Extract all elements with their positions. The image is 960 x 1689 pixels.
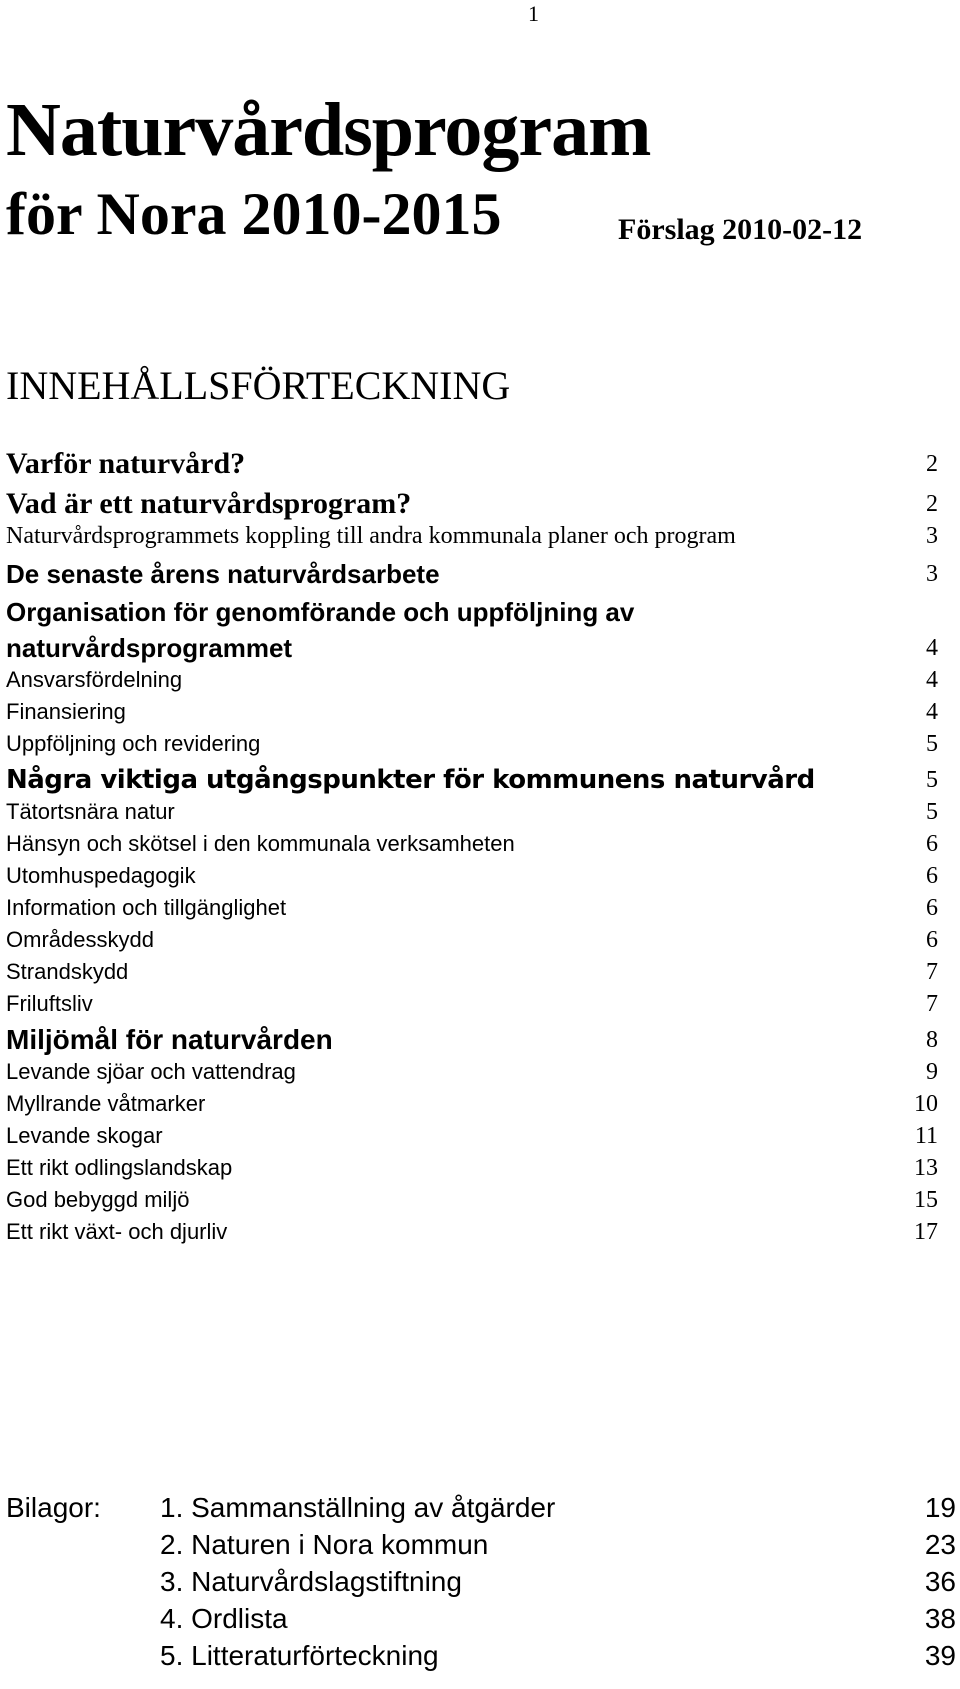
appendix-entry-page: 38 (924, 1603, 956, 1634)
toc-entry-title: Tätortsnära natur (6, 799, 175, 824)
toc-entry-page: 17 (914, 1219, 938, 1245)
toc-entry (6, 520, 938, 552)
toc-entry-title: Finansiering (6, 699, 126, 724)
toc-entry (6, 1120, 938, 1152)
appendix-entry-page: 36 (924, 1566, 956, 1597)
toc-entry (6, 1184, 938, 1216)
toc-entry (6, 488, 938, 520)
toc-entry-page: 4 (926, 699, 938, 725)
toc-entry-title: Vad är ett naturvårdsprogram? (6, 487, 412, 520)
toc-entry-page: 6 (926, 895, 938, 921)
toc-entry-title: Varför naturvård? (6, 447, 246, 480)
toc-entry-page: 3 (926, 561, 938, 587)
toc-entry-title: naturvårdsprogrammet (6, 633, 293, 663)
toc-entry-title: Levande sjöar och vattendrag (6, 1059, 296, 1084)
toc-entry-page: 9 (926, 1059, 938, 1085)
toc-entry (6, 796, 938, 828)
toc-entry-page: 2 (926, 451, 938, 477)
toc-entry (6, 448, 938, 480)
appendix-entry (160, 1564, 956, 1600)
toc-entry (6, 956, 938, 988)
toc-entry-page: 8 (926, 1027, 938, 1053)
appendix-entry-title: 3. Naturvårdslagstiftning (160, 1566, 462, 1597)
toc-entry-title: De senaste årens naturvårdsarbete (6, 559, 440, 589)
toc-entry-title: Ett rikt odlingslandskap (6, 1155, 233, 1180)
toc-entry (6, 1088, 938, 1120)
toc-entry-page: 3 (926, 523, 938, 549)
appendix-entry-title: 4. Ordlista (160, 1603, 288, 1634)
appendices-label: Bilagor: (6, 1492, 101, 1523)
toc-entry (6, 1216, 938, 1248)
appendix-entry-page: 39 (924, 1640, 956, 1671)
appendix-entry-page: 19 (924, 1492, 956, 1523)
toc-entry (6, 632, 938, 664)
toc-entry (6, 696, 938, 728)
toc-entry (6, 892, 938, 924)
appendix-entry (160, 1527, 956, 1563)
toc-heading: INNEHÅLLSFÖRTECKNING (6, 363, 511, 408)
document-title: Naturvårdsprogram (6, 88, 651, 172)
toc-entry (6, 1152, 938, 1184)
appendix-entry-title: 2. Naturen i Nora kommun (160, 1529, 489, 1560)
toc-entry (6, 1024, 938, 1056)
toc-entry-page: 5 (926, 731, 938, 757)
toc-entry-page: 15 (914, 1187, 938, 1213)
appendix-entry-page: 23 (924, 1529, 956, 1560)
toc-entry-title: Friluftsliv (6, 991, 93, 1016)
toc-entry-page: 7 (926, 959, 938, 985)
toc-entry-title: Strandskydd (6, 959, 129, 984)
toc-entry-title: Myllrande våtmarker (6, 1091, 206, 1116)
toc-entry-title: Ett rikt växt- och djurliv (6, 1219, 228, 1244)
toc-entry (6, 728, 938, 760)
toc-entry (6, 664, 938, 696)
toc-entry-page: 5 (926, 767, 938, 793)
toc-entry-title: Några viktiga utgångspunkter för kommunens naturvård (6, 765, 815, 795)
toc-entry-title: Ansvarsfördelning (6, 667, 183, 692)
toc-entry-page: 6 (926, 927, 938, 953)
toc-entry (6, 828, 938, 860)
appendix-entry (160, 1490, 956, 1526)
toc-entry-title: Levande skogar (6, 1123, 163, 1148)
toc-entry-title: Naturvårdsprogrammets koppling till andra kommunala planer och program (6, 523, 736, 549)
toc-entry-title: Miljömål för naturvården (6, 1024, 333, 1055)
toc-entry-title: Organisation för genomförande och uppföljning av (6, 597, 635, 627)
toc-entry-page: 13 (914, 1155, 938, 1181)
draft-date: Förslag 2010-02-12 (618, 213, 863, 246)
toc-entry-page: 4 (926, 635, 938, 661)
toc-entry (6, 596, 938, 628)
document-subtitle: för Nora 2010-2015 (6, 181, 502, 247)
toc-entry-title: Utomhuspedagogik (6, 863, 196, 888)
toc-entry-page: 7 (926, 991, 938, 1017)
toc-entry (6, 860, 938, 892)
toc-entry-page: 5 (926, 799, 938, 825)
appendix-entry-title: 5. Litteraturförteckning (160, 1640, 439, 1671)
toc-entry-page: 6 (926, 863, 938, 889)
toc-entry (6, 988, 938, 1020)
toc-entry (6, 924, 938, 956)
toc-entry-title: Områdesskydd (6, 927, 154, 952)
appendix-entry (160, 1601, 956, 1637)
appendix-entry (160, 1638, 956, 1674)
toc-entry-page: 2 (926, 491, 938, 517)
toc-entry-page: 6 (926, 831, 938, 857)
toc-entry (6, 558, 938, 590)
toc-entry (6, 764, 938, 796)
toc-entry-title: God bebyggd miljö (6, 1187, 190, 1212)
toc-entry-page: 4 (926, 667, 938, 693)
toc-entry-title: Hänsyn och skötsel i den kommunala verksamheten (6, 831, 515, 856)
toc-entry-title: Uppföljning och revidering (6, 731, 261, 756)
appendix-entry-title: 1. Sammanställning av åtgärder (160, 1492, 556, 1523)
toc-entry (6, 1056, 938, 1088)
page-number: 1 (528, 1, 539, 26)
toc-entry-page: 10 (914, 1091, 938, 1117)
toc-entry-page: 11 (914, 1123, 938, 1149)
toc-entry-title: Information och tillgänglighet (6, 895, 287, 920)
